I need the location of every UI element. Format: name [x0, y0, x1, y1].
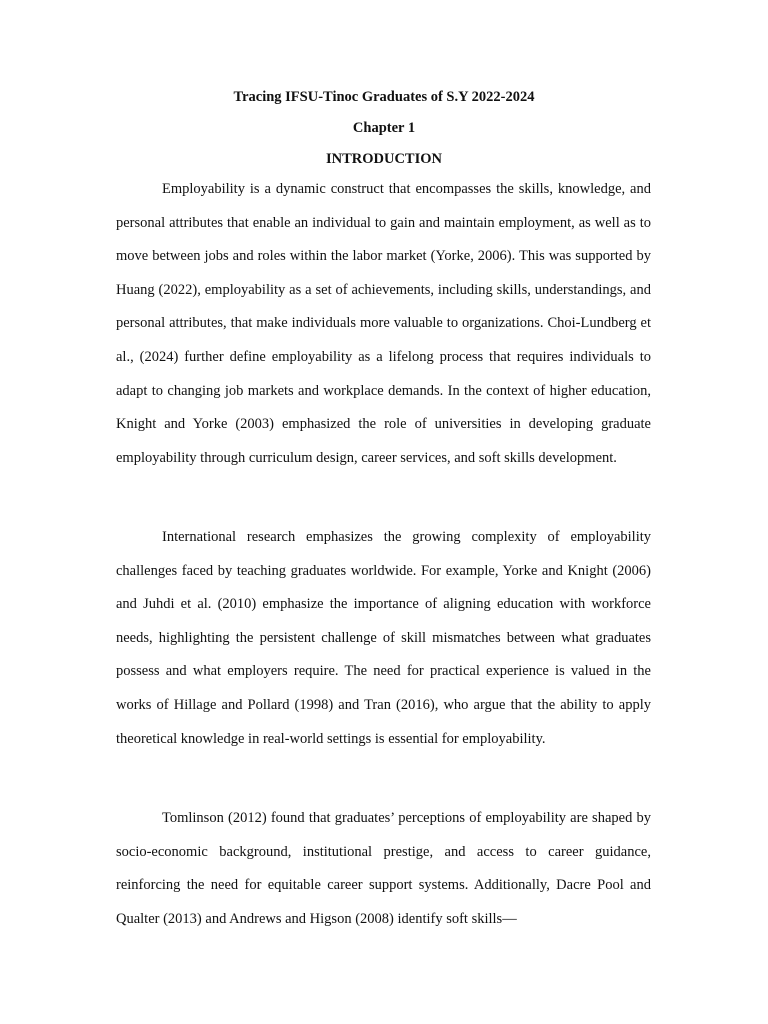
- paragraph-1: Employability is a dynamic construct that encompasses the skills, knowledge, and personal attributes that enable an individual to gain and maintain employment, as well as to move between jobs and roles within the labor market (Yorke, 2006). This was supported by Huang (2022), employability as a set of achievements, including skills, understandings, and personal attributes, that make individuals more valuable to organizations. Choi-Lundberg et al., (2024) further define employability as a lifelong process that requires individuals to adapt to changing job markets and workplace demands. In the context of higher education, Knight and Yorke (2003) emphasized the role of universities in developing graduate employability through curriculum design, career services, and soft skills development.: [116, 181, 651, 466]
- paragraph-3: Tomlinson (2012) found that graduates’ perceptions of employability are shaped by socio-economic background, institutional prestige, and access to career guidance, reinforcing the need for equitable career support systems. Additionally, Dacre Pool and Qualter (2013) and Andrews and Higson (2008) identify soft skills—: [116, 810, 651, 927]
- section-heading: INTRODUCTION: [325, 151, 442, 167]
- paragraph-2: International research emphasizes the growing complexity of employability challenges faced by teaching graduates worldwide. For example, Yorke and Knight (2006) and Juhdi et al. (2010) emphasize the importance of aligning education with workforce needs, highlighting the persistent challenge of skill mismatches between what graduates possess and what employers require. The need for practical experience is valued in the works of Hillage and Pollard (1998) and Tran (2016), who argue that the ability to apply theoretical knowledge in real-world settings is essential for employability.: [116, 529, 651, 747]
- chapter-heading: Chapter 1: [352, 120, 416, 136]
- document-title: Tracing IFSU-Tinoc Graduates of S.Y 2022-2024: [233, 89, 535, 105]
